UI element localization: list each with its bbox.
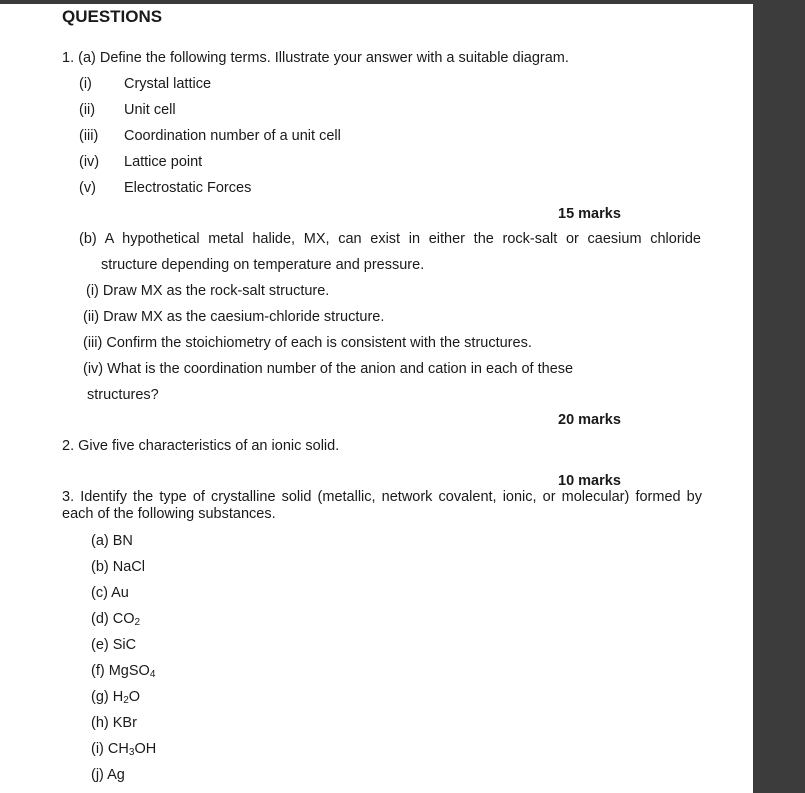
q1b-marks: 20 marks — [558, 412, 621, 428]
formula-subscript: 2 — [123, 695, 129, 706]
q1b-line1: (b) A hypothetical metal halide, MX, can exist in either the rock-salt or caesium chloride — [79, 231, 701, 247]
substance-label: (j) — [91, 767, 108, 783]
substance-item — [91, 662, 155, 680]
formula-subscript: 3 — [128, 747, 135, 758]
term-num: (ii) — [79, 102, 96, 118]
substance-formula: Au — [111, 585, 129, 601]
term-num: (v) — [79, 180, 96, 196]
q1a-marks: 15 marks — [558, 206, 621, 222]
substance-item — [91, 558, 145, 576]
term-text: Unit cell — [124, 102, 176, 118]
q1b-item: (iii) Confirm the stoichiometry of each is consistent with the structures. — [83, 335, 532, 351]
q3-text: 3. Identify the type of crystalline solid (metallic, network covalent, ionic, or molecular) formed by each of the following substances. — [62, 489, 702, 522]
formula-tail: O — [128, 689, 141, 705]
term-text: Lattice point — [124, 154, 203, 170]
page-heading: QUESTIONS — [62, 7, 163, 26]
substance-label: (e) — [91, 637, 113, 653]
substance-formula: MgSO — [108, 663, 150, 679]
substance-label: (b) — [91, 559, 113, 575]
q1b-item: (i) Draw MX as the rock-salt structure. — [86, 283, 330, 299]
substance-item — [91, 610, 140, 628]
substance-item — [91, 636, 136, 654]
substance-label: (a) — [91, 533, 113, 549]
substance-formula: KBr — [112, 715, 137, 731]
substance-label: (i) — [91, 741, 108, 757]
substance-item — [91, 688, 140, 706]
substance-label: (f) — [91, 663, 109, 679]
q2-marks: 10 marks — [558, 473, 621, 489]
formula-subscript: 4 — [149, 669, 156, 680]
term-num: (iv) — [79, 154, 100, 170]
substance-item — [91, 532, 133, 550]
term-num: (iii) — [79, 128, 99, 144]
term-num: (i) — [79, 76, 92, 92]
q1b-line2: structure depending on temperature and pressure. — [101, 257, 425, 273]
term-text: Coordination number of a unit cell — [124, 128, 341, 144]
substance-formula: CO — [112, 611, 135, 627]
substance-item — [91, 584, 129, 602]
substance-item — [91, 740, 156, 758]
formula-subscript: 2 — [134, 617, 141, 628]
substance-formula: H — [112, 689, 124, 705]
q1b-item-cont: structures? — [87, 387, 159, 403]
substance-formula: CH — [107, 741, 129, 757]
substance-label: (c) — [91, 585, 112, 601]
substance-label: (g) — [91, 689, 113, 705]
substance-formula: NaCl — [112, 559, 145, 575]
formula-tail: OH — [134, 741, 157, 757]
substance-formula: BN — [112, 533, 133, 549]
term-text: Crystal lattice — [124, 76, 212, 92]
document-page — [0, 4, 753, 793]
substance-label: (d) — [91, 611, 113, 627]
substance-label: (h) — [91, 715, 113, 731]
term-text: Electrostatic Forces — [124, 180, 252, 196]
viewer-side-panel — [753, 0, 805, 793]
substance-formula: SiC — [112, 637, 137, 653]
substance-item — [91, 766, 125, 784]
q1b-item: (iv) What is the coordination number of the anion and cation in each of these — [83, 361, 574, 377]
substance-formula: Ag — [107, 767, 125, 783]
substance-item — [91, 714, 137, 732]
q2-text: 2. Give five characteristics of an ionic solid. — [62, 438, 340, 454]
q1b-item: (ii) Draw MX as the caesium-chloride structure. — [83, 309, 385, 325]
q1a-text: 1. (a) Define the following terms. Illustrate your answer with a suitable diagram. — [62, 50, 569, 66]
